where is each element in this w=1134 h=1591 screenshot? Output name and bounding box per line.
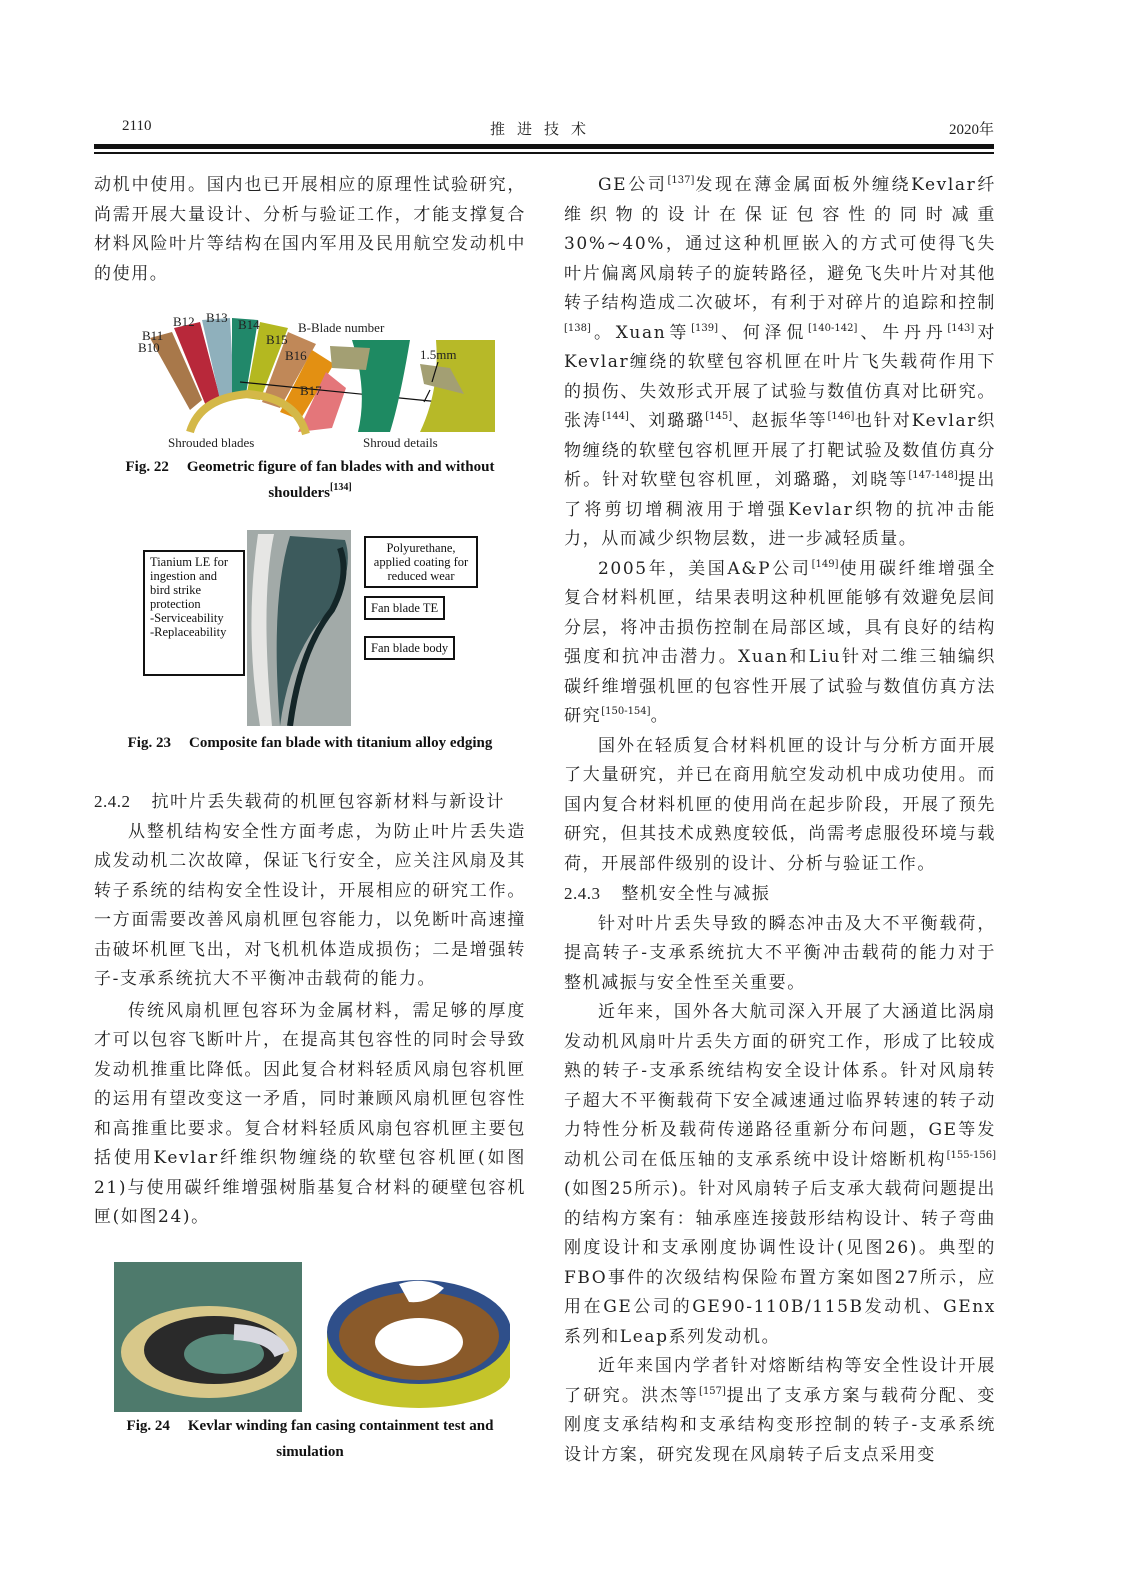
citation: [145]: [705, 411, 733, 422]
text-run: GE公司: [598, 175, 668, 195]
caption-number: Fig. 22: [125, 459, 169, 475]
label-line: -Replaceability: [150, 625, 227, 639]
label-fan-blade-body: Fan blade body: [364, 636, 455, 660]
text-run: 也针对Kevlar织物缠绕的软壁包容机匣开展了打靶试验及数值仿真分析。针对软壁包容机匣，刘璐璐，刘晓等: [564, 411, 997, 490]
figure-22-caption: [94, 454, 526, 506]
section-title: 抗叶片丢失载荷的机匣包容新材料与新设计: [151, 792, 505, 812]
section-heading: [564, 879, 996, 910]
label-line: reduced wear: [387, 569, 455, 583]
citation: [155-156]: [946, 1149, 996, 1161]
caption-text: Kevlar winding fan casing containment test and simulation: [187, 1418, 494, 1460]
figure-24-caption: [94, 1413, 526, 1465]
citation: [140-142]: [808, 322, 858, 334]
journal-title: 推进技术: [489, 120, 598, 138]
subfigure-label: Shroud details: [363, 435, 438, 450]
label-line: Polyurethane,: [386, 541, 456, 555]
fig24-images: [114, 1262, 510, 1412]
page-number: 2110: [122, 118, 152, 134]
subfigure-label: Shrouded blades: [168, 435, 255, 450]
figure-22: [120, 310, 495, 452]
caption-number: Fig. 24: [126, 1418, 170, 1434]
caption-number: Fig. 23: [127, 735, 171, 751]
figure-23: [140, 530, 480, 726]
citation: [139]: [691, 322, 718, 334]
blade-label: B17: [300, 383, 322, 398]
dimension-label: 1.5mm: [420, 347, 457, 362]
paragraph-foreign-research: [564, 998, 996, 1352]
paragraph: 从整机结构安全性方面考虑，为防止叶片丢失造成发动机二次故障，保证飞行安全，应关注风扇及其转子系统的结构安全性设计，开展相应的研究工作。一方面需要改善风扇机匣包容能力，以免断叶高速撞击破坏机匣飞出，对飞机机体造成损伤；二是增强转子-支承系统抗大不平衡冲击载荷的能力。: [94, 821, 526, 989]
caption-text: Geometric figure of fan blades with and without shoulders: [186, 459, 495, 501]
text-run: 提出了将剪切增稠液用于增强Kevlar织物的抗冲击能力，从而减少织物层数，进一步减轻质量。: [564, 470, 996, 549]
citation: [147-148]: [908, 470, 958, 481]
citation: [143]: [947, 322, 975, 334]
label-line: -Serviceability: [150, 611, 224, 625]
paragraph: 传统风扇机匣包容环为金属材料，需足够的厚度才可以包容飞断叶片，在提高其包容性的同时会导致发动机推重比降低。因此复合材料轻质风扇包容机匣的运用有望改变这一矛盾，同时兼顾风扇机匣包容性和高推重比要求。复合材料轻质风扇包容机匣主要包括使用Kevlar纤维织物缠绕的软壁包容机匣(如图21)与使用碳纤维增强树脂基复合材料的硬壁包容机匣(如图24)。: [94, 1000, 526, 1227]
year: 2020年: [948, 122, 994, 138]
blade-label: B12: [173, 314, 195, 329]
text-run: 提出了支承方案与载荷分配、变刚度支承结构和支承结构变形控制的转子-支承系统设计方案，研究发现在风扇转子后支点采用变: [564, 1385, 997, 1465]
text-run: 、何泽侃: [718, 322, 808, 343]
citation: [138]: [564, 322, 591, 334]
header-rule-thick: [94, 144, 994, 149]
text-run: 、牛丹丹: [857, 322, 948, 343]
section-number: 2.4.3: [564, 884, 601, 903]
section-2-4-2: [94, 787, 526, 1233]
citation: [144]: [602, 411, 629, 422]
right-column: [564, 171, 996, 1470]
text-run: 、赵振华等: [732, 411, 828, 431]
paragraph-domestic-research: [564, 1352, 996, 1470]
containment-test-photo: [114, 1262, 302, 1412]
paragraph: 针对叶片丢失导致的瞬态冲击及大不平衡载荷，提高转子-支承系统抗大不平衡冲击载荷的能力对于整机减振与安全性至关重要。: [564, 913, 996, 993]
label-fan-blade-te: Fan blade TE: [364, 596, 445, 620]
legend-blade-number: B-Blade number: [298, 320, 385, 335]
citation: [146]: [827, 411, 855, 422]
blade-label: B14: [238, 317, 260, 332]
label-line: protection: [150, 597, 201, 611]
paragraph-ap-company: [564, 555, 996, 732]
text-run: 近年来，国外各大航司深入开展了大涵道比涡扇发动机风扇叶片丢失方面的研究工作，形成了比较成熟的转子-支承系统结构安全设计体系。针对风扇转子超大不平衡载荷下安全减速通过临界转速的转子动力特性分析及载荷传递路径重新分布问题，GE等发动机公司在低压轴的支承系统中设计熔断机构: [564, 1002, 996, 1170]
text-run: 近年来国内学者针对熔断结构等安全性设计开展了研究。洪杰等: [564, 1356, 996, 1406]
label-line: ingestion and: [150, 569, 218, 583]
citation: [137]: [667, 175, 695, 186]
text-run: 、刘璐璐: [628, 411, 706, 431]
label-polyurethane: [364, 536, 478, 588]
simulation-model: [327, 1280, 510, 1408]
citation: [134]: [330, 482, 352, 493]
blade-label: B15: [266, 332, 288, 347]
blade-label: B16: [285, 348, 307, 363]
blade-label: B13: [206, 310, 228, 325]
citation: [149]: [811, 558, 839, 570]
text-run: 对Kevlar缠绕的软壁包容机匣在叶片飞失载荷作用下的损伤、失效形式开展了试验与数值仿真对比研究。张涛: [564, 322, 996, 431]
caption-text: Composite fan blade with titanium alloy edging: [188, 735, 493, 751]
section-title: 整机安全性与减振: [621, 884, 771, 904]
label-line: Tianium LE for: [150, 555, 229, 569]
text-run: (如图25所示)。针对风扇转子后支承大载荷问题提出的结构方案有：轴承座连接鼓形结构设计、转子弯曲刚度设计和支承刚度协调性设计(见图26)。典型的FBO事件的次级结构保险布置方案如图27所示，应用在GE公司的GE90-110B/115B发动机、GEnx系列和Leap系列发动机。: [564, 1179, 996, 1347]
paragraph: 动机中使用。国内也已开展相应的原理性试验研究，尚需开展大量设计、分析与验证工作，才能支撑复合材料风险叶片等结构在国内军用及民用航空发动机中的使用。: [94, 175, 526, 284]
blade-label: B10: [138, 340, 160, 355]
section-heading: [94, 787, 526, 818]
citation: [157]: [699, 1385, 726, 1397]
figure-24: [114, 1262, 510, 1412]
running-header: [94, 118, 994, 142]
blade-label: B11: [142, 328, 164, 343]
label-line: applied coating for: [373, 555, 469, 569]
label-line: bird strike: [150, 583, 202, 597]
figure-23-caption: [94, 730, 526, 756]
header-rule-thin: [94, 152, 994, 154]
text-run: 。Xuan等: [590, 322, 692, 343]
citation: [150-154]: [601, 706, 651, 717]
left-intro: [94, 171, 526, 289]
text-run: 使用碳纤维增强全复合材料机匣，结果表明这种机匣能够有效避免层间分层，将冲击损伤控制在局部区域，具有良好的结构强度和抗冲击潜力。Xuan和Liu针对二维三轴编织碳纤维增强机匣的包容性开展了试验与数值仿真方法研究: [564, 558, 996, 726]
paragraph-ge-kevlar: [564, 171, 996, 555]
paragraph: 国外在轻质复合材料机匣的设计与分析方面开展了大量研究，并已在商用航空发动机中成功使用。而国内复合材料机匣的使用尚在起步阶段，开展了预先研究，但其技术成熟度较低，尚需考虑服役环境与载荷，开展部件级别的设计、分析与验证工作。: [564, 735, 996, 874]
text-run: 发现在薄金属面板外缠绕Kevlar纤维织物的设计在保证包容性的同时减重30%~40%，通过这种机匣嵌入的方式可使得飞失叶片偏离风扇转子的旋转路径，避免飞失叶片对其他转子结构造成二次破坏，有利于对碎片的追踪和控制: [564, 175, 997, 313]
section-number: 2.4.2: [94, 792, 131, 811]
text-run: 。: [650, 706, 670, 726]
label-titanium-le: [143, 550, 245, 676]
text-run: 2005年，美国A&P公司: [598, 558, 812, 579]
